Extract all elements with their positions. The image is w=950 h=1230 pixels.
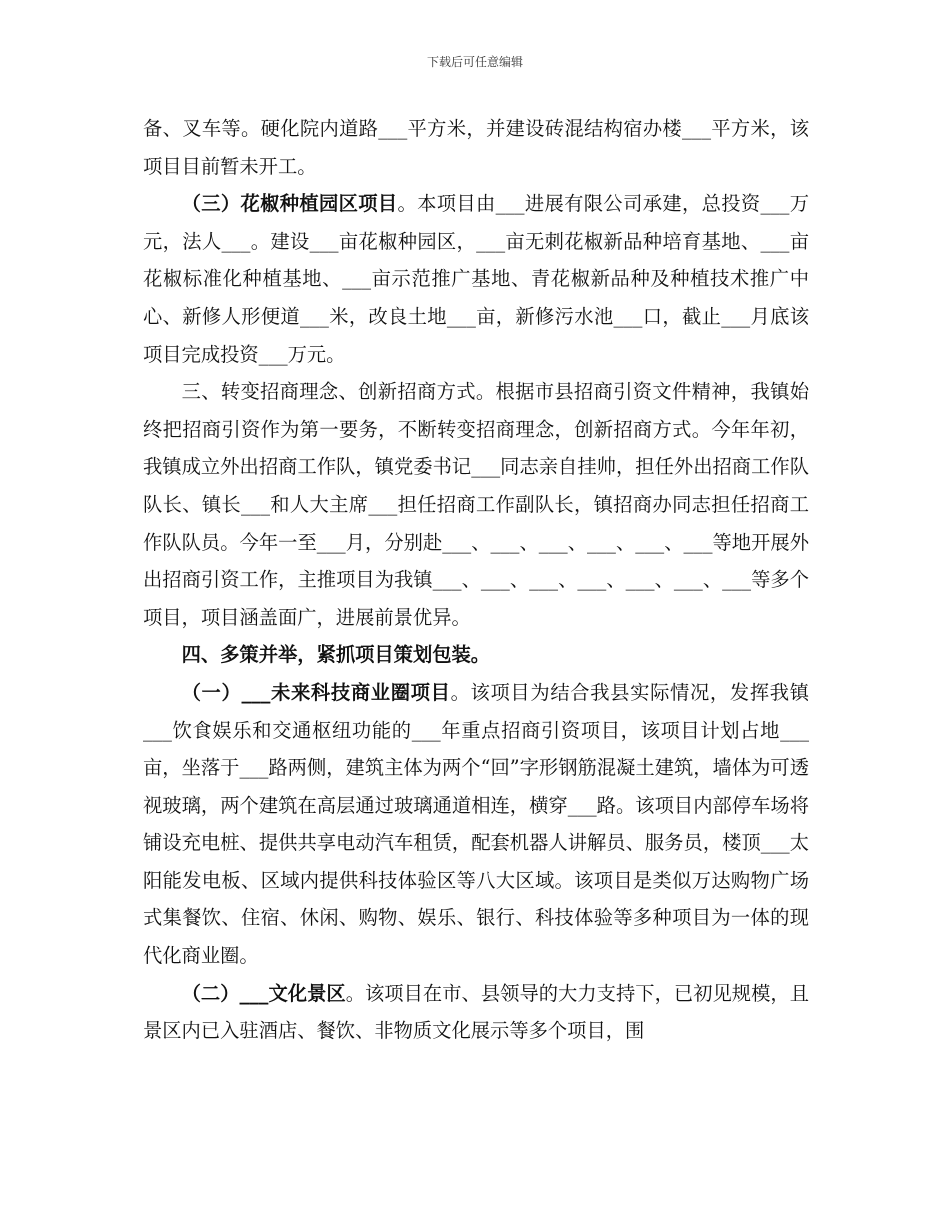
page-header: 下载后可任意编辑	[426, 55, 523, 69]
paragraph-3: 三、转变招商理念、创新招商方式。根据市县招商引资文件精神，我镇始终把招商引资作为第一要务，不断转变招商理念，创新招商方式。今年年初，我镇成立外出招商工作队，镇党委书记___同志亲自挂帅，担任外出招商工作队队长、镇长___和人大主席___担任招商工作副队长，镇招商办同志担任招商工作队队员。今年一至___月，分别赴___、___、___、___、___、___等地开展外出招商引资工作，主推项目为我镇___、___、___、___、___、___、___等多个项目，项目涵盖面广，进展前景优异。	[143, 380, 809, 629]
paragraph-6	[143, 975, 809, 1050]
paragraph-2-text: 。本项目由___进展有限公司承建，总投资___万元，法人___。建设___亩花椒种园区，___亩无刺花椒新品种培育基地、___亩花椒标准化种植基地、___亩示范推广基地、青花椒新品种及种植技术推广中心、新修人形便道___米，改良土地___亩，新修污水池___口，截止___月底该项目完成投资___万元。	[143, 192, 810, 366]
document-body	[143, 110, 809, 1050]
paragraph-6-text: 。该项目在市、县领导的大力支持下，已初见规模，且景区内已入驻酒店、餐饮、非物质文化展示等多个项目，围	[143, 981, 810, 1043]
section-heading-4: 四、多策并举，紧抓项目策划包装。	[181, 643, 491, 667]
paragraph-1: 备、叉车等。硬化院内道路___平方米，并建设砖混结构宿办楼___平方米，该项目目前暂未开工。	[143, 117, 809, 178]
paragraph-2	[143, 185, 809, 373]
paragraph-5	[143, 674, 809, 975]
subsection-heading-1: （一）___未来科技商业圈项目	[181, 680, 451, 704]
subsection-heading-2: （二）___文化景区	[181, 981, 346, 1005]
paragraph-5-text: 。该项目为结合我县实际情况，发挥我镇___饮食娱乐和交通枢纽功能的___年重点招商引资项目，该项目计划占地___亩，坐落于___路两侧，建筑主体为两个“回”字形钢筋混凝土建筑，墙体为可透视玻璃，两个建筑在高层通过玻璃通道相连，横穿___路。该项目内部停车场将铺设充电桩、提供共享电动汽车租赁，配套机器人讲解员、服务员，楼顶___太阳能发电板、区域内提供科技体验区等八大区域。该项目是类似万达购物广场式集餐饮、住宿、休闲、购物、娱乐、银行、科技体验等多种项目为一体的现代化商业圈。	[143, 680, 809, 968]
section-heading-3: （三）花椒种植园区项目	[181, 192, 398, 216]
